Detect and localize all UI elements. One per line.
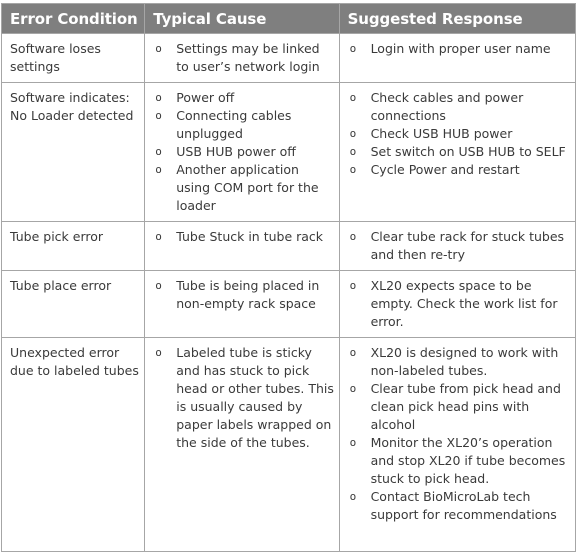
list-item-text: Monitor the XL20’s operation and stop XL20 if tube becomes stuck to pick head. — [370, 435, 566, 486]
error-condition-cell: Software loses settings — [2, 34, 145, 83]
bullet-icon: o — [349, 127, 357, 140]
bullet-icon: o — [155, 145, 162, 158]
list-item — [145, 107, 334, 143]
suggested-response-list — [340, 34, 575, 64]
bullet-icon: o — [349, 346, 357, 359]
typical-cause-list — [145, 271, 338, 319]
list-item — [145, 143, 334, 161]
suggested-response-list — [340, 271, 575, 337]
suggested-response-list — [340, 83, 575, 185]
bullet-icon: o — [349, 42, 357, 55]
bullet-icon: o — [349, 145, 357, 158]
bullet-icon: o — [155, 42, 162, 55]
typical-cause-list — [145, 83, 338, 221]
error-condition-cell: Software indicates: No Loader detected — [2, 83, 145, 222]
list-item-text: Clear tube from pick head and clean pick head pins with alcohol — [370, 381, 561, 432]
header-typical-cause: Typical Cause — [145, 4, 339, 34]
header-row — [2, 4, 576, 34]
list-item — [340, 344, 571, 380]
list-item-text: Check USB HUB power — [370, 126, 513, 141]
typical-cause-cell — [145, 222, 339, 271]
error-condition-cell: Unexpected error due to labeled tubes — [2, 338, 145, 552]
typical-cause-list — [145, 338, 338, 458]
list-item — [340, 277, 571, 331]
list-item — [340, 488, 571, 524]
bullet-icon: o — [155, 163, 162, 176]
bullet-icon: o — [349, 490, 357, 503]
bullet-icon: o — [155, 109, 162, 122]
list-item — [340, 434, 571, 488]
typical-cause-cell — [145, 271, 339, 338]
table-row — [2, 338, 576, 552]
header-suggested-response: Suggested Response — [339, 4, 575, 34]
list-item-text: Set switch on USB HUB to SELF — [370, 144, 566, 159]
list-item-text: Settings may be linked to user’s network login — [176, 41, 320, 74]
bullet-icon: o — [349, 163, 357, 176]
bullet-icon: o — [349, 91, 357, 104]
header-error-condition: Error Condition — [2, 4, 145, 34]
error-condition-cell: Tube pick error — [2, 222, 145, 271]
list-item — [340, 161, 571, 179]
bullet-icon: o — [155, 346, 162, 359]
list-item — [145, 40, 334, 76]
list-item-text: Check cables and power connections — [370, 90, 524, 123]
list-item-text: Cycle Power and restart — [370, 162, 520, 177]
list-item — [340, 228, 571, 264]
list-item-text: Contact BioMicroLab tech support for recommendations — [370, 489, 557, 522]
table-row — [2, 83, 576, 222]
list-item — [145, 161, 334, 215]
list-item — [340, 89, 571, 125]
list-item — [340, 125, 571, 143]
list-item-text: Connecting cables unplugged — [176, 108, 292, 141]
list-item-text: Login with proper user name — [370, 41, 551, 56]
typical-cause-cell — [145, 338, 339, 552]
error-condition-cell: Tube place error — [2, 271, 145, 338]
bullet-icon: o — [349, 382, 357, 395]
list-item-text: Labeled tube is sticky and has stuck to pick head or other tubes. This is usually caused by paper labels wrapped on the side of the tubes. — [176, 345, 334, 450]
bullet-icon: o — [155, 91, 162, 104]
suggested-response-cell — [339, 271, 575, 338]
list-item — [340, 40, 571, 58]
list-item — [145, 89, 334, 107]
list-item-text: USB HUB power off — [176, 144, 296, 159]
bullet-icon: o — [155, 279, 162, 292]
bullet-icon: o — [155, 230, 162, 243]
bullet-icon: o — [349, 436, 357, 449]
list-item-text: Another application using COM port for the loader — [176, 162, 319, 213]
table-row — [2, 222, 576, 271]
list-item — [340, 380, 571, 434]
list-item — [145, 228, 334, 246]
list-item-text: Clear tube rack for stuck tubes and then re-try — [370, 229, 565, 262]
bullet-icon: o — [349, 230, 357, 243]
list-item-text: XL20 is designed to work with non-labeled tubes. — [370, 345, 559, 378]
list-item-text: Power off — [176, 90, 235, 105]
typical-cause-list — [145, 222, 338, 252]
list-item-text: Tube Stuck in tube rack — [176, 229, 324, 244]
bullet-icon: o — [349, 279, 357, 292]
suggested-response-cell — [339, 222, 575, 271]
troubleshooting-table — [1, 3, 576, 552]
table-row — [2, 271, 576, 338]
list-item-text: Tube is being placed in non-empty rack space — [176, 278, 320, 311]
list-item — [145, 277, 334, 313]
table-row — [2, 34, 576, 83]
suggested-response-cell — [339, 83, 575, 222]
typical-cause-cell — [145, 34, 339, 83]
list-item — [340, 143, 571, 161]
suggested-response-list — [340, 222, 575, 270]
typical-cause-list — [145, 34, 338, 82]
suggested-response-cell — [339, 338, 575, 552]
suggested-response-cell — [339, 34, 575, 83]
typical-cause-cell — [145, 83, 339, 222]
list-item — [145, 344, 334, 452]
suggested-response-list — [340, 338, 575, 530]
list-item-text: XL20 expects space to be empty. Check the work list for error. — [370, 278, 558, 329]
